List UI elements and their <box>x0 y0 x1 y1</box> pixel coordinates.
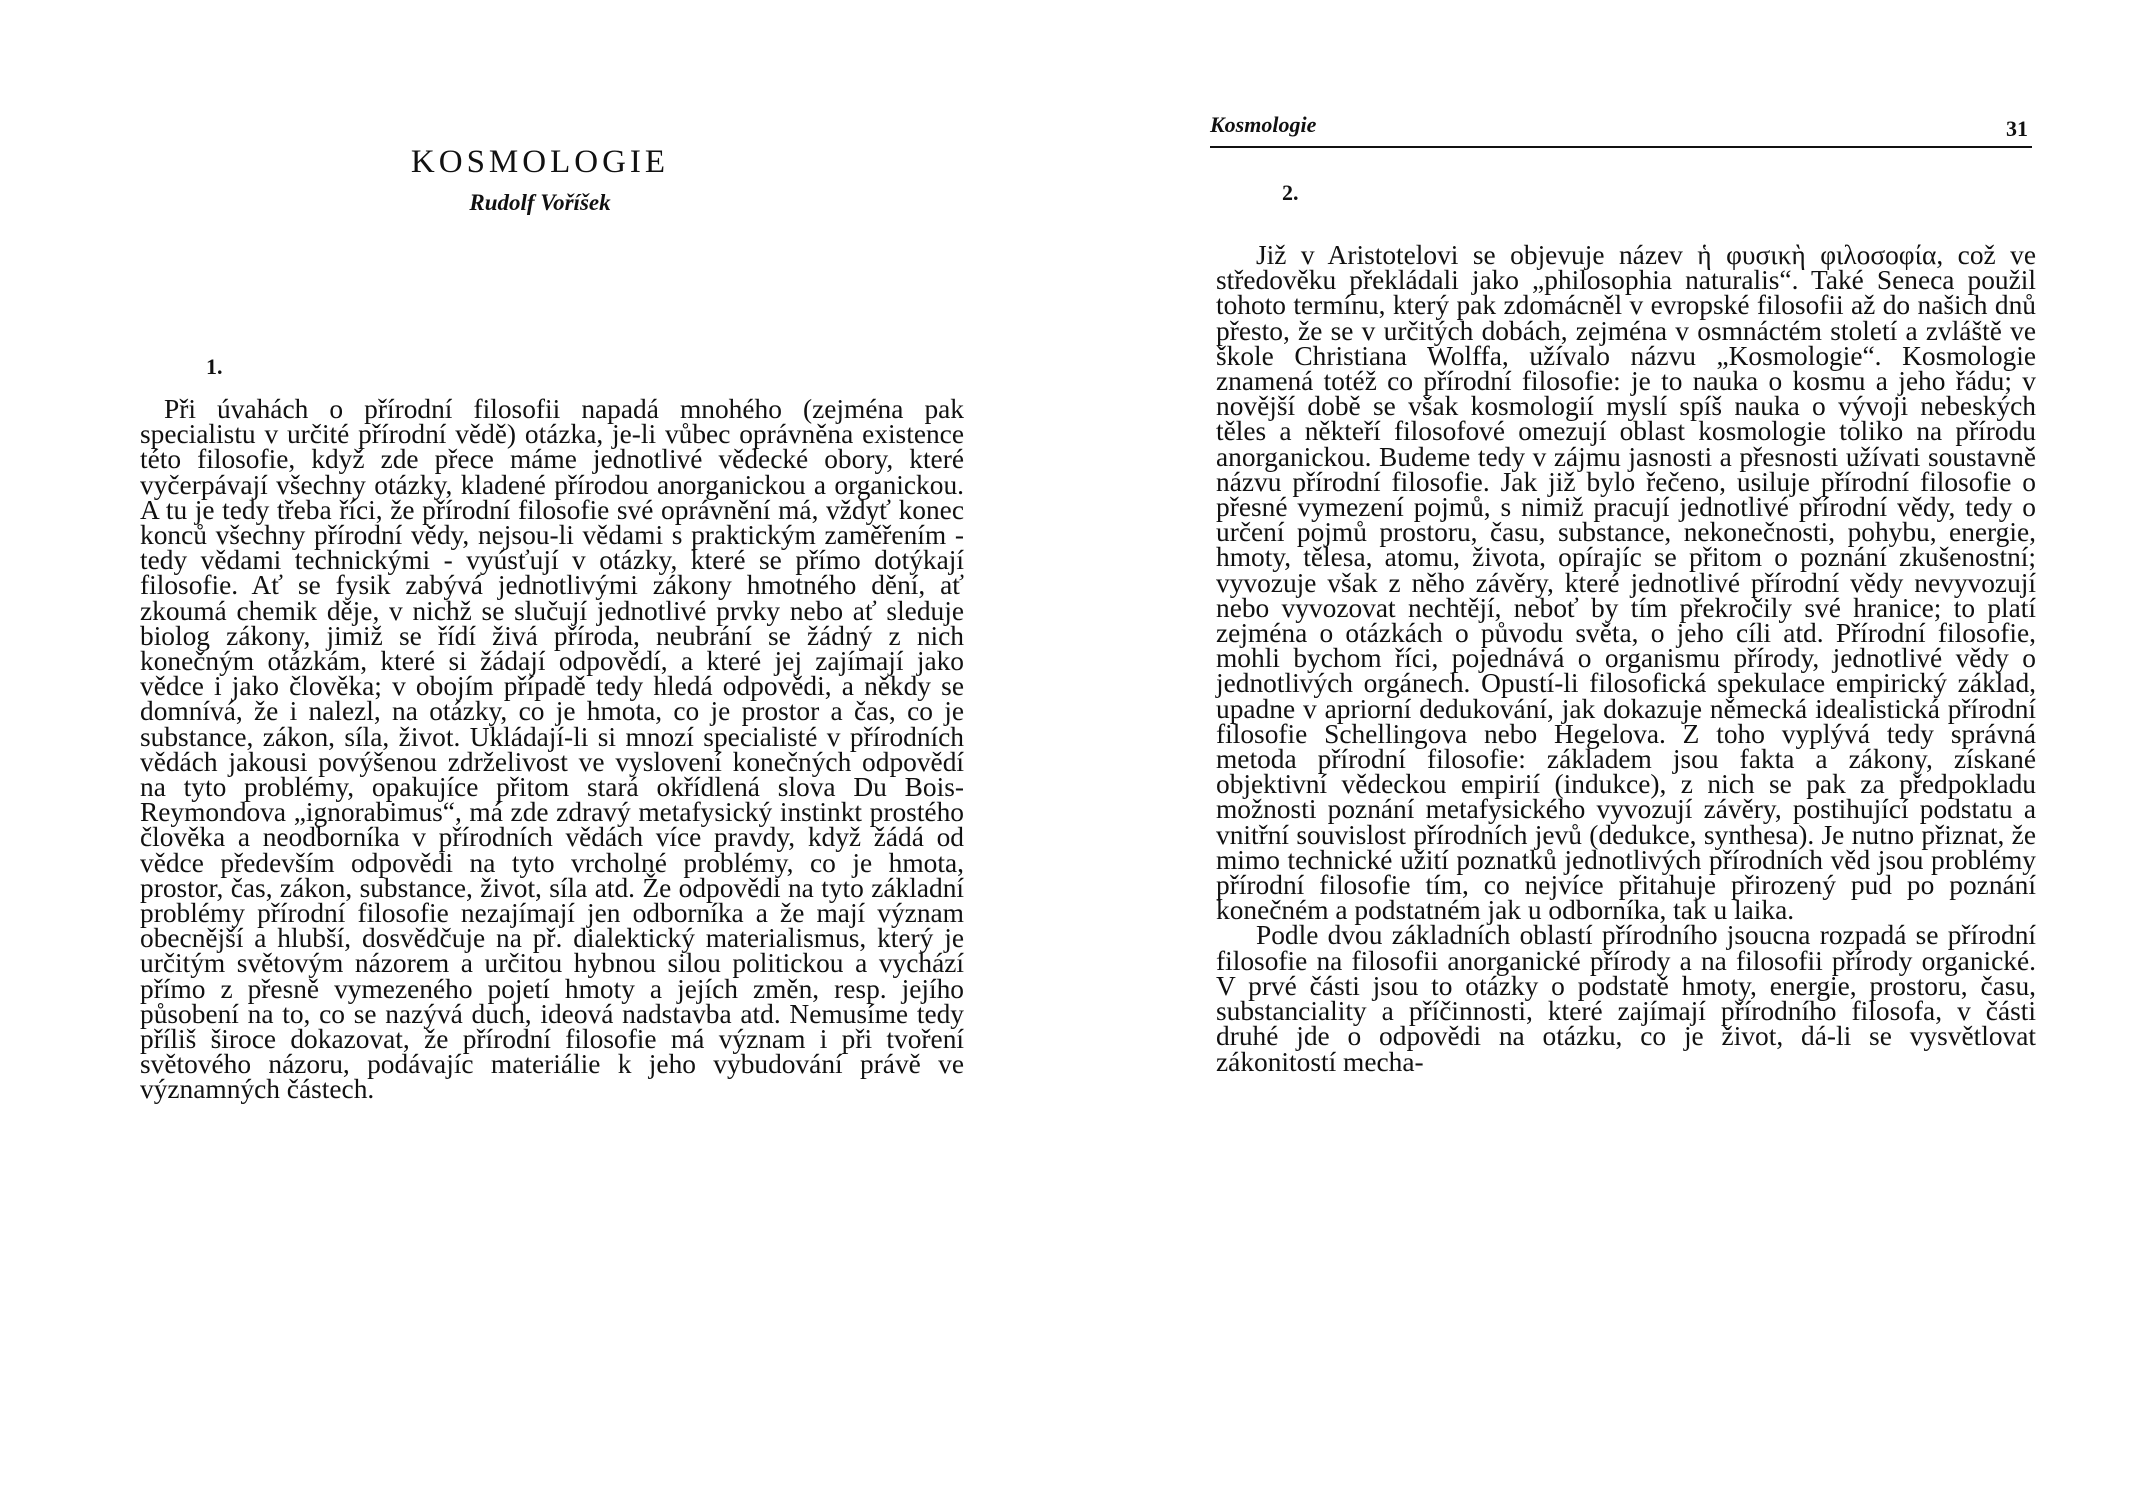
right-page <box>1072 0 2144 1500</box>
paragraph: Podle dvou základních oblastí přírodního jsoucna rozpadá se přírodní filosofie na filosofii anorganické přírody a na filosofii přírody organické. V prvé části jsou to otázky o podstatě hmoty, energie, prostoru, času, substanciality a příčinnosti, které zajímají přírodního filosofa, v části druhé jde o odpovědi na otázku, co je život, dá-li se vysvětlovat zákonitostí mecha- <box>1216 920 2036 1077</box>
section-number-2: 2. <box>1282 180 1299 205</box>
right-text-column <box>1216 240 2036 1077</box>
running-title: Kosmologie <box>1210 112 1317 137</box>
paragraph: Již v Aristotelovi se objevuje název ἡ φυσικὴ φιλοσοφία, což ve středověku překládali jako „philosophia naturalis“. Také Seneca použil tohoto termínu, který pak zdomácněl v evropské filosofii až do našich dnů přesto, že se v určitých dobách, zejména v osmnáctém století a zvláště ve škole Christiana Wolffa, užívalo názvu „Kosmologie“. Kosmologie znamená totéž co přírodní filosofie: je to nauka o kosmu a jeho řádu; v novější době se však kosmologií myslí spíš nauka o vývoji nebeských těles a někteří filosofové omezují oblast kosmologie toliko na přírodu anorganickou. Budeme tedy v zájmu jasnosti a přesnosti užívati soustavně názvu přírodní filosofie. Jak již bylo řečeno, usiluje přírodní filosofie o přesné vymezení pojmů, s nimiž pracují jednotlivé přírodní vědy, tedy o určení pojmů prostoru, času, substance, nekonečnosti, pohybu, energie, hmoty, tělesa, atomu, života, opírajíc se přitom o poznání zkušenostní; vyvozuje však z něho závěry, které jednotlivé přírodní vědy nevyvozují nebo vyvozovat nechtějí, neboť by tím překročily své hranice; to platí zejména o otázkách o původu světa, o jeho cíli atd. Přírodní filosofie, mohli bychom říci, pojednává o organismu přírody, jednotlivé vědy o jednotlivých orgánech. Opustí-li filosofická spekulace empirický základ, upadne v apriorní dedukování, jak dokazuje německá idealistická přírodní filosofie Schellingova nebo Hegelova. Z toho vyplývá tedy správná metoda přírodní filosofie: základem jsou fakta a zákony, získané objektivní vědeckou empirií (indukce), z nich se pak za předpokladu možnosti poznání metafysického vyvozují závěry, postihující podstatu a vnitřní souvislost přírodních jevů (dedukce, synthesa). Je nutno přiznat, že mimo technické užití poznatků jednotlivých přírodních věd jsou problémy přírodní filosofie tím, co nejvíce přitahuje přirozený pud po poznání konečném a podstatném jak u odborníka, tak u laika. <box>1216 240 2036 926</box>
article-author: Rudolf Voříšek <box>469 190 611 215</box>
running-header <box>1210 112 2032 148</box>
section-number-1: 1. <box>206 354 223 379</box>
paragraph: Při úvahách o přírodní filosofii napadá mnohého (zejména pak specialistu v určité přírodní vědě) otázka, je-li vůbec oprávněna existence této filosofie, když zde přece máme jednotlivé vědecké obory, které vyčerpávají všechny otázky, kladené přírodou anorganickou a organickou. A tu je tedy třeba říci, že přírodní filosofie své oprávnění má, vždyť konec konců všechny přírodní vědy, nejsou-li vědami s praktickým zaměřením - tedy vědami technickými - vyúsťují v otázky, které se přímo dotýkají filosofie. Ať se fysik zabývá jednotlivými zákony hmotného dění, ať zkoumá chemik děje, v nichž se slučují jednotlivé prvky nebo ať sleduje biolog zákony, jimiž se řídí živá příroda, neubrání se žádný z nich konečným otázkám, které si žádají odpovědí, a které jej zajímají jako vědce i jako člověka; v obojím případě tedy hledá odpovědi, a někdy se domnívá, že i nalezl, na otázky, co je hmota, co je prostor a čas, co je substance, zákon, síla, život. Ukládají-li si mnozí specialisté v přírodních vědách jakousi povýšenou zdrželivost ve vyslovení konečných odpovědí na tyto problémy, opakujíce přitom stará okřídlená slova Du Bois-Reymondova „ignorabimus“, má zde zdravý metafysický instinkt prostého člověka a neodborníka v přírodních vědách více pravdy, když žádá od vědce především odpovědi na tyto vrcholné problémy, co je hmota, prostor, čas, zákon, substance, život, síla atd. Že odpovědi na tyto základní problémy přírodní filosofie nezajímají jen odborníka a že mají význam obecnější a hlubší, dosvědčuje na př. dialektický materialismus, který je určitým světovým názorem a určitou hybnou silou politickou a vychází přímo z přesně vymezeného pojetí hmoty a jejích změn, resp. jejího působení na to, co se nazývá duch, ideová nadstavba atd. Nemusíme tedy příliš široce dokazovat, že přírodní filosofie má význam i při tvoření světového názoru, podávajíc materiálie k jeho vybudování právě ve významných částech. <box>140 394 964 1105</box>
page-number: 31 <box>2006 116 2028 141</box>
article-title: KOSMOLOGIE <box>410 144 670 180</box>
left-text-column <box>140 394 964 1105</box>
